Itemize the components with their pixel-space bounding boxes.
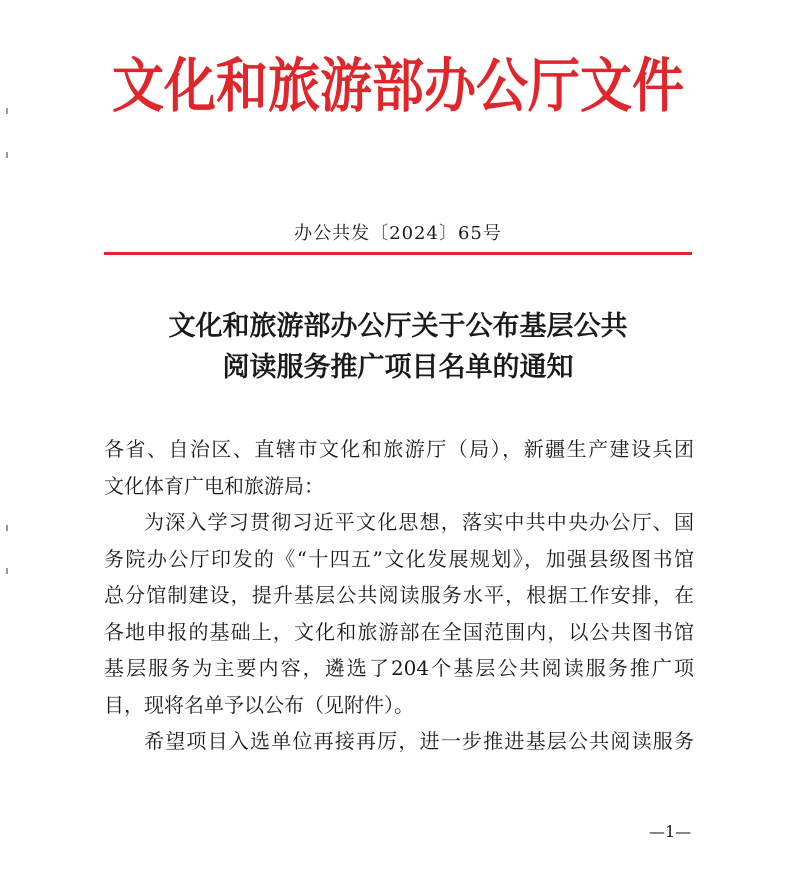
- document-title: [0, 306, 796, 388]
- paragraph-line: 务院办公厅印发的《“十四五”文化发展规划》，加强县级图书馆: [104, 546, 694, 571]
- document-number: 办公共发〔2024〕65号: [294, 223, 502, 244]
- page-number: —1—: [649, 822, 692, 841]
- document-title-line: 文化和旅游部办公厅关于公布基层公共: [168, 311, 628, 342]
- binding-mark: [6, 568, 8, 574]
- paragraph-line: 为深入学习贯彻习近平文化思想，落实中共中央办公厅、国: [144, 510, 694, 534]
- paragraph-line: 各地申报的基础上，文化和旅游部在全国范围内，以公共图书馆: [104, 619, 694, 644]
- salutation-line: 文化体育广电和旅游局：: [104, 473, 324, 498]
- paragraph-line: 希望项目入选单位再接再厉，进一步推进基层公共阅读服务: [144, 729, 694, 753]
- document-title-line: 阅读服务推广项目名单的通知: [222, 352, 574, 383]
- red-separator-line: [104, 252, 692, 255]
- paragraph-line: 总分馆制建设，提升基层公共阅读服务水平，根据工作安排，在: [104, 583, 694, 607]
- paragraph-line: 基层服务为主要内容，遴选了204个基层公共阅读服务推广项: [104, 656, 694, 680]
- document-header-title: 文化和旅游部办公厅文件: [111, 52, 684, 121]
- salutation-line: 各省、自治区、直辖市文化和旅游厅（局），新疆生产建设兵团: [104, 437, 694, 461]
- document-body: [104, 431, 694, 760]
- binding-mark: [6, 525, 8, 531]
- paragraph-line: 目，现将名单予以公布（见附件）。: [104, 692, 414, 717]
- binding-mark: [6, 152, 8, 158]
